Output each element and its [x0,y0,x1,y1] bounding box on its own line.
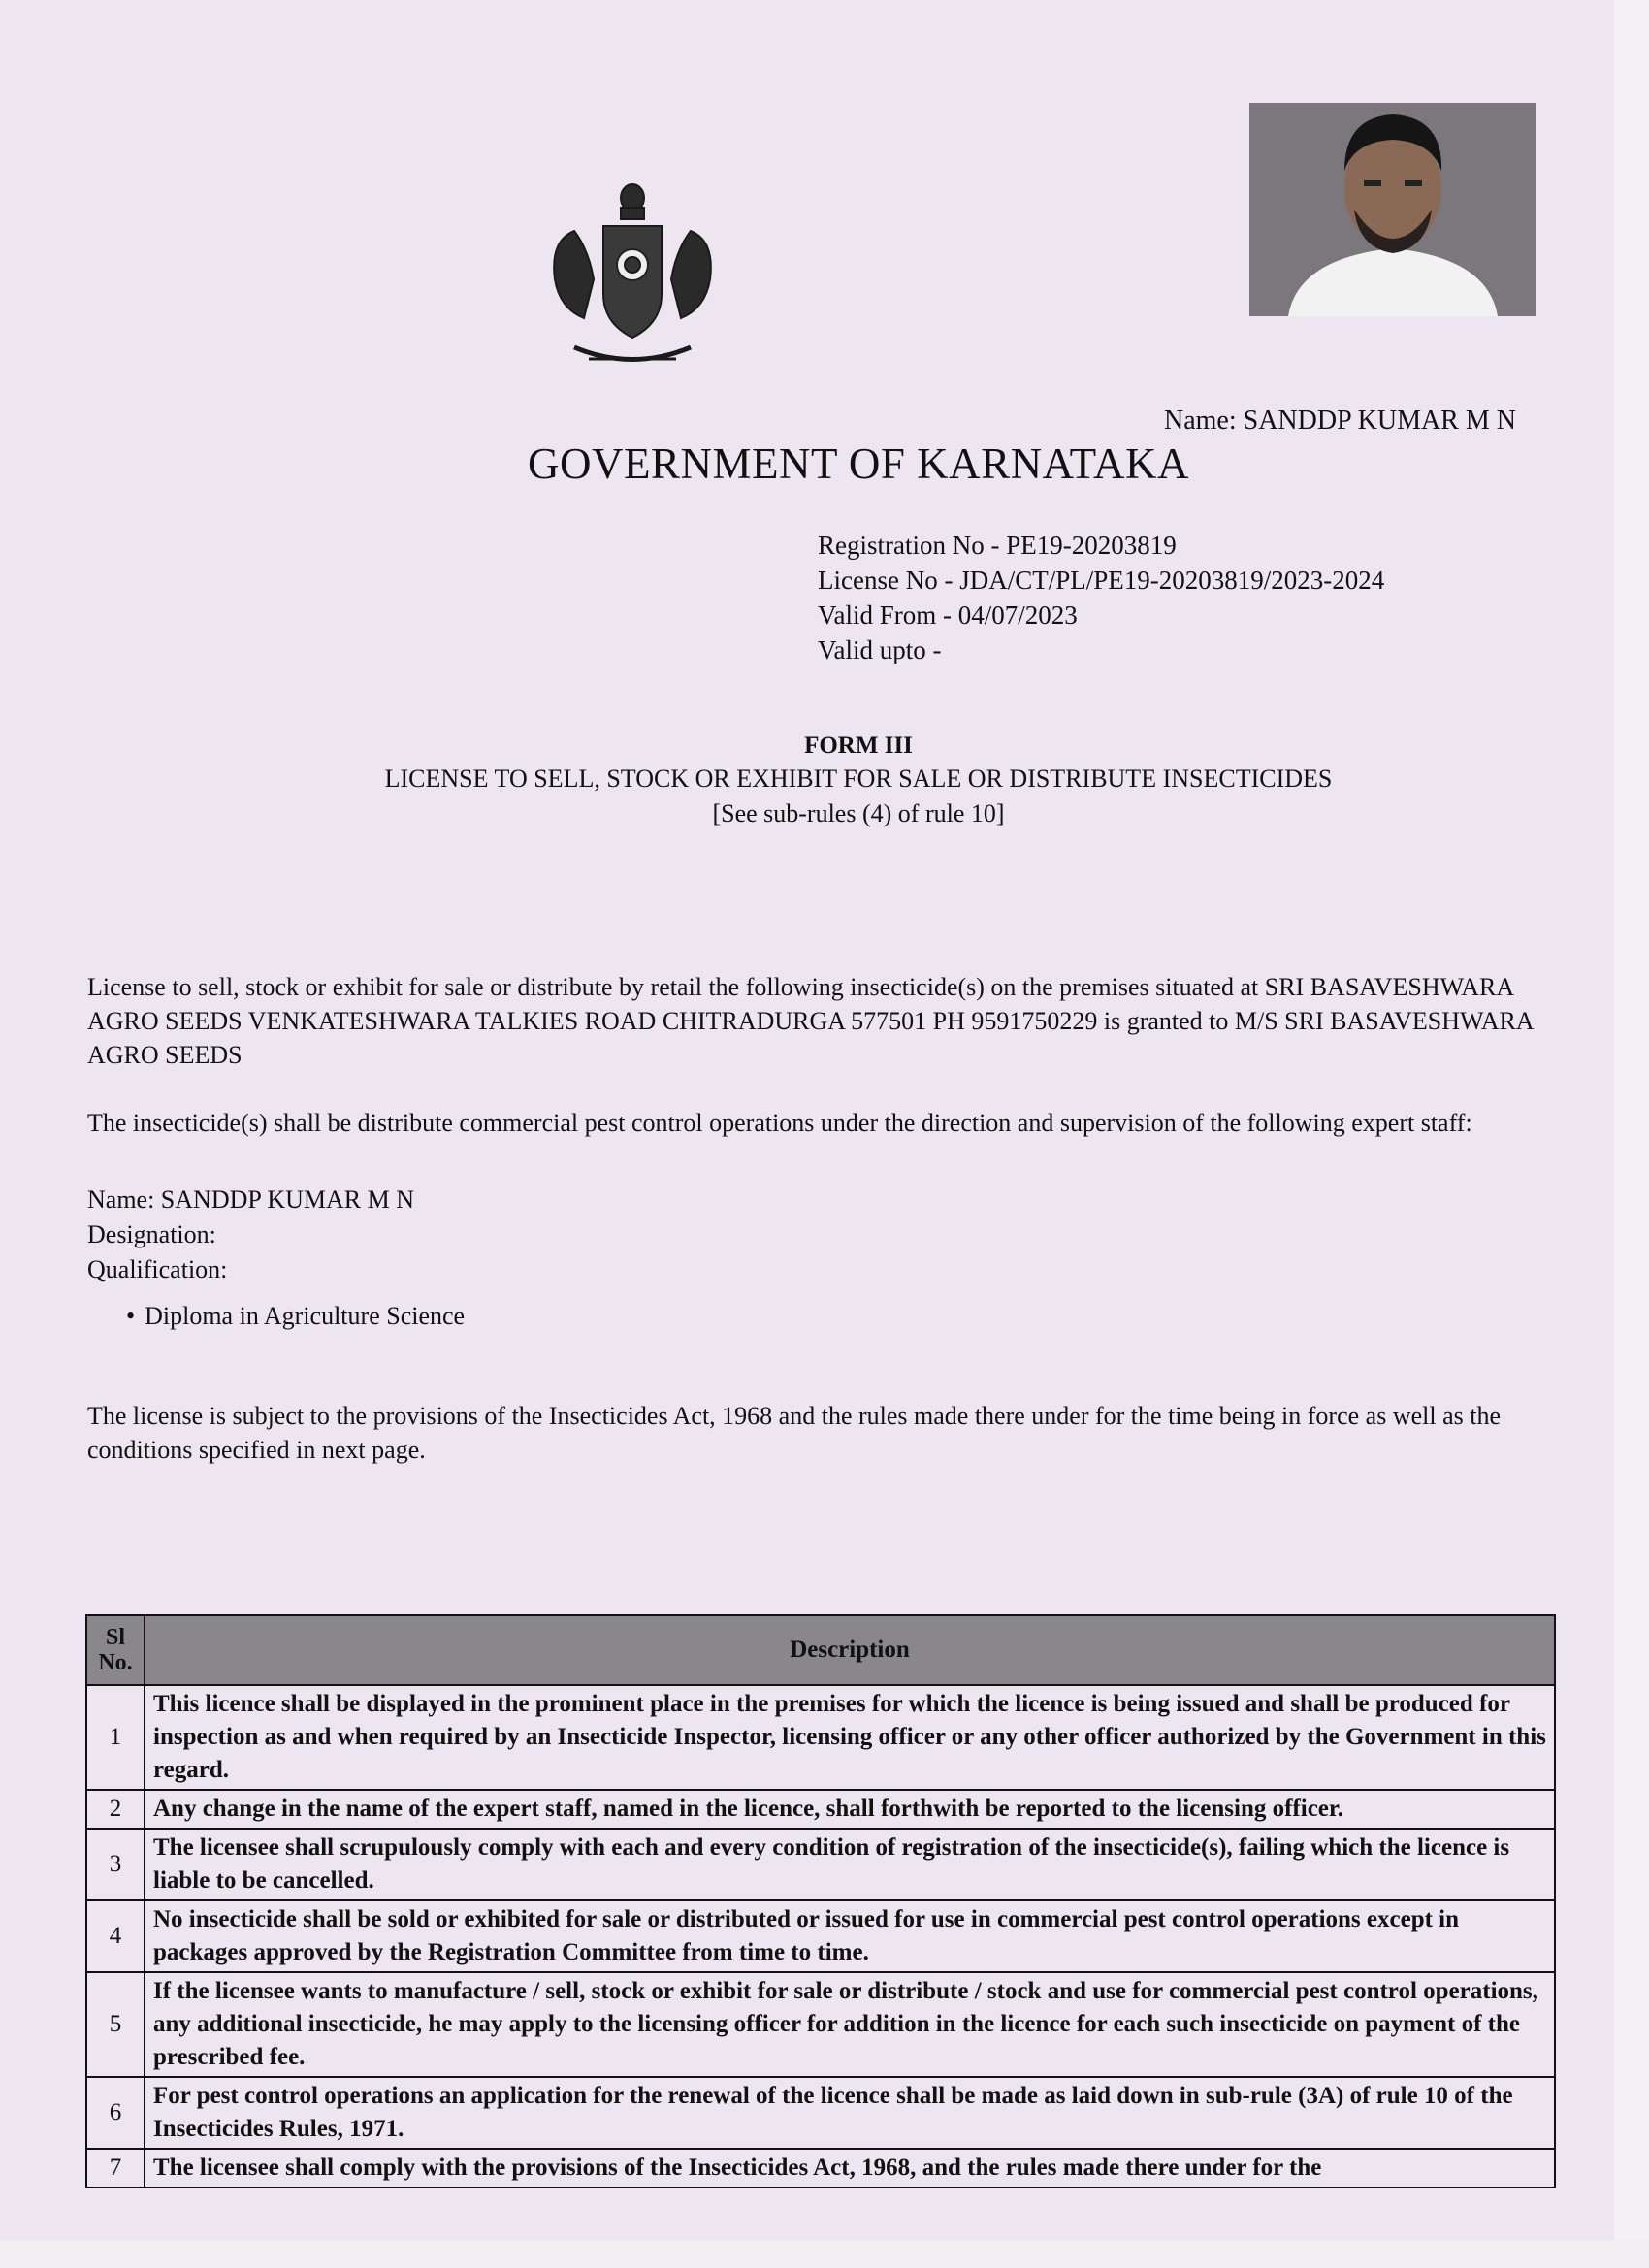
valid-from: Valid From - 04/07/2023 [818,600,1078,630]
expert-name: Name: SANDDP KUMAR M N [87,1185,415,1214]
row-number: 5 [86,1972,145,2077]
qualification: Qualification: [87,1255,228,1283]
valid-upto: Valid upto - [818,635,942,664]
row-number: 1 [86,1685,145,1790]
row-description: The licensee shall scrupulously comply with each and every condition of registration of the insecticide(s), failing which the licence is liable to be cancelled. [145,1829,1555,1900]
registration-number: Registration No - PE19-20203819 [818,531,1177,560]
table-row [86,2149,1555,2187]
holder-name: Name: SANDDP KUMAR M N [1164,405,1516,436]
table-row [86,1900,1555,1972]
row-number: 6 [86,2077,145,2149]
license-paragraph: License to sell, stock or exhibit for sale or distribute by retail the following insecticide(s) on the premises situated at SRI BASAVESHWARA AGRO SEEDS VENKATESHWARA TALKIES ROAD CHITRADURGA 577501 PH 9591750229 is granted to M/S SRI BASAVESHWARA AGRO SEEDS [87,973,1534,1069]
row-description: For pest control operations an application for the renewal of the licence shall be made as laid down in sub-rule (3A) of rule 10 of the Insecticides Rules, 1971. [145,2077,1555,2149]
page-edge [1614,0,1649,2268]
form-rule: [See sub-rules (4) of rule 10] [712,799,1005,827]
page-title: GOVERNMENT OF KARNATAKA [527,439,1190,488]
table-row [86,1685,1555,1790]
row-description: Any change in the name of the expert staff, named in the licence, shall forthwith be reported to the licensing officer. [145,1790,1555,1829]
form-subtitle: LICENSE TO SELL, STOCK OR EXHIBIT FOR SALE OR DISTRIBUTE INSECTICIDES [384,764,1333,793]
description-header: Description [145,1615,1555,1685]
row-number: 4 [86,1900,145,1972]
qualification-item: • Diploma in Agriculture Science [126,1302,465,1331]
table-row [86,1829,1555,1900]
person-photo-icon [1249,103,1536,316]
registration-block [818,528,1384,667]
table-row [86,1790,1555,1829]
state-emblem-icon [535,173,729,374]
designation: Designation: [87,1220,216,1248]
row-description: If the licensee wants to manufacture / sell, stock or exhibit for sale or distribute / stock and use for commercial pest control operations, any additional insecticide, he may apply to the licensing officer for addition in the licence for each such insecticide on payment of the prescribed fee. [145,1972,1555,2077]
conditions-table [85,1614,1556,2188]
license-number: License No - JDA/CT/PL/PE19-20203819/2023-2024 [818,566,1385,595]
sl-no-header: Sl No. [86,1615,145,1685]
row-number: 7 [86,2149,145,2187]
table-row [86,1972,1555,2077]
table-header-row [86,1615,1555,1685]
page-bottom-edge [0,2241,1649,2268]
row-description: No insecticide shall be sold or exhibited for sale or distributed or issued for use in commercial pest control operations except in packages approved by the Registration Committee from time to time. [145,1900,1555,1972]
form-number: FORM III [804,732,913,759]
row-number: 2 [86,1790,145,1829]
row-description: This licence shall be displayed in the prominent place in the premises for which the licence is being issued and shall be produced for inspection as and when required by an Insecticide Inspector, licensing officer or any other officer authorized by the Government in this regard. [145,1685,1555,1790]
table-row [86,2077,1555,2149]
row-number: 3 [86,1829,145,1900]
expert-paragraph: The insecticide(s) shall be distribute commercial pest control operations under the direction and supervision of the following expert staff: [87,1109,1472,1137]
row-description: The licensee shall comply with the provisions of the Insecticides Act, 1968, and the rules made there under for the [145,2149,1555,2187]
subject-paragraph: The license is subject to the provisions of the Insecticides Act, 1968 and the rules made there under for the time being in force as well as the conditions specified in next page. [87,1402,1502,1464]
holder-photo [1249,103,1536,316]
